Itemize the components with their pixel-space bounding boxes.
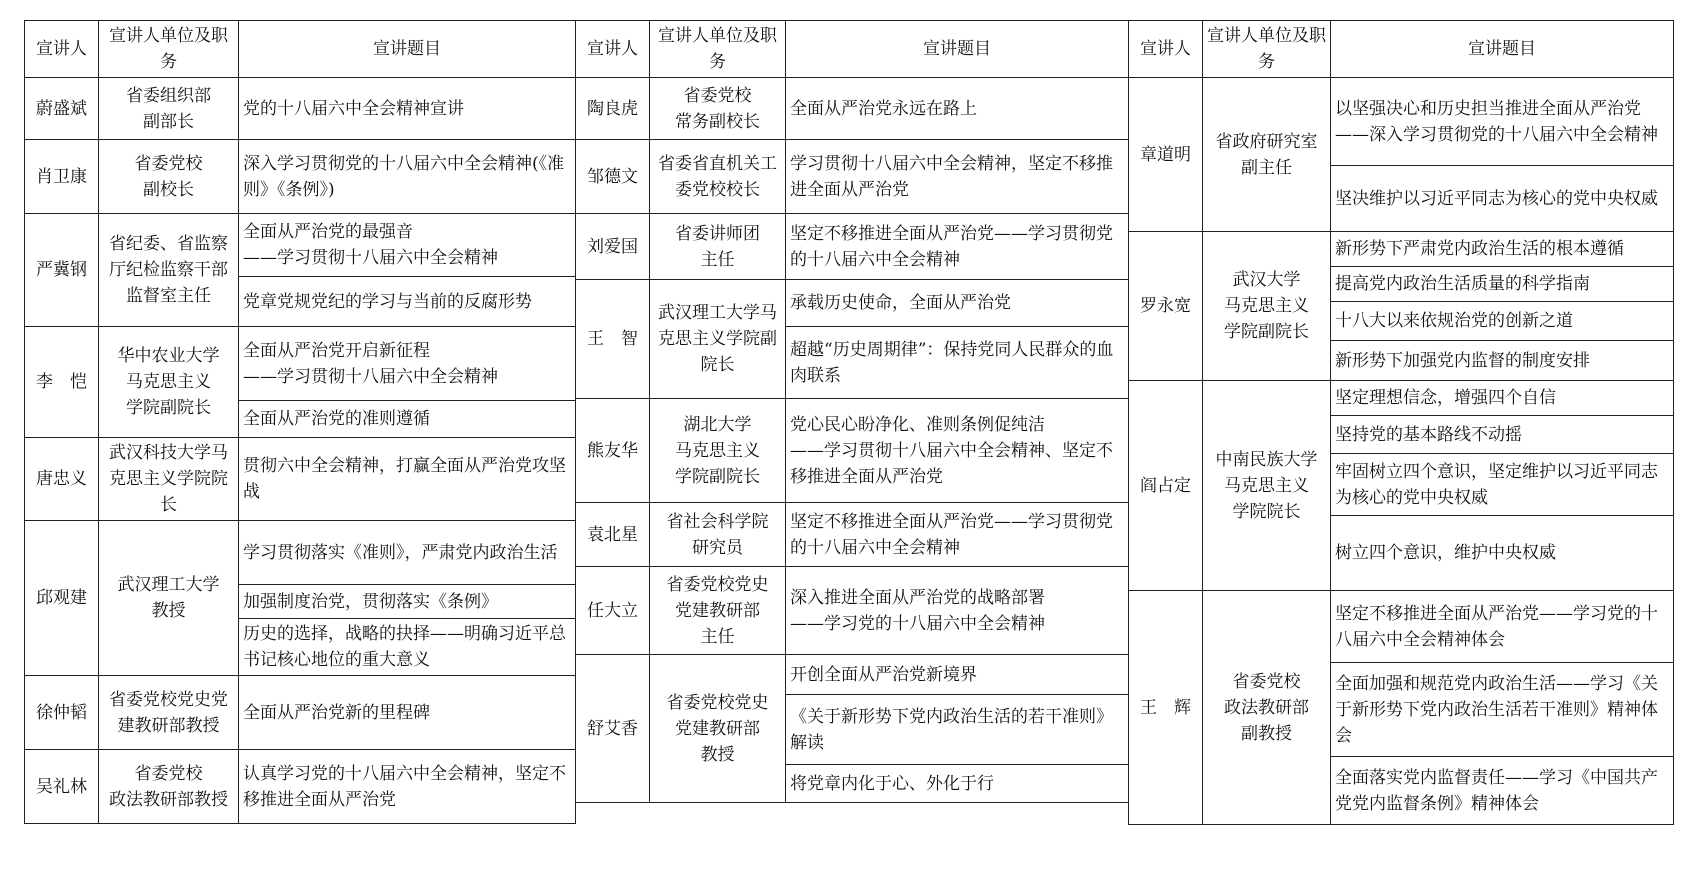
speaker-name: 舒艾香 [576,655,650,803]
speech-topic: 十八大以来依规治党的创新之道 [1331,302,1674,341]
speaker-name: 吴礼林 [25,750,99,824]
speech-topic: 《关于新形势下党内政治生活的若干准则》解读 [786,695,1129,765]
speaker-unit: 湖北大学 马克思主义 学院副院长 [650,399,786,503]
speaker-name: 章道明 [1129,78,1203,232]
speaker-name: 唐忠义 [25,438,99,521]
speech-topic: 承载历史使命，全面从严治党 [786,280,1129,327]
speech-topic: 坚定不移推进全面从严治党——学习贯彻党的十八届六中全会精神 [786,214,1129,280]
speech-topic: 新形势下严肃党内政治生活的根本遵循 [1331,232,1674,267]
speaker-unit: 省政府研究室 副主任 [1203,78,1331,232]
speech-topic: 坚定不移推进全面从严治党——学习党的十八届六中全会精神体会 [1331,591,1674,663]
header-unit: 宣讲人单位及职务 [1203,21,1331,78]
header-topic: 宣讲题目 [239,21,576,78]
header-speaker: 宣讲人 [576,21,650,78]
speech-topic: 学习贯彻十八届六中全会精神，坚定不移推进全面从严治党 [786,140,1129,214]
speaker-unit: 中南民族大学 马克思主义 学院院长 [1203,381,1331,591]
speech-topic: 将党章内化于心、外化于行 [786,765,1129,803]
speech-topic: 全面落实党内监督责任——学习《中国共产党党内监督条例》精神体会 [1331,757,1674,825]
header-speaker: 宣讲人 [1129,21,1203,78]
speech-topic: 全面加强和规范党内政治生活——学习《关于新形势下党内政治生活若干准则》精神体会 [1331,663,1674,757]
speech-topic: 全面从严治党新的里程碑 [239,676,576,750]
speaker-name: 罗永宽 [1129,232,1203,381]
speech-topic: 坚定理想信念，增强四个自信 [1331,381,1674,416]
speech-topic: 坚持党的基本路线不动摇 [1331,416,1674,454]
speech-topic: 提高党内政治生活质量的科学指南 [1331,267,1674,302]
speech-topic: 超越“历史周期律”：保持党同人民群众的血肉联系 [786,327,1129,399]
speaker-unit: 省委省直机关工委党校校长 [650,140,786,214]
speech-topic: 历史的选择，战略的抉择——明确习近平总书记核心地位的重大意义 [239,619,576,676]
speech-topic: 加强制度治党，贯彻落实《条例》 [239,585,576,619]
speech-topic: 学习贯彻落实《准则》，严肃党内政治生活 [239,521,576,585]
speaker-name: 熊友华 [576,399,650,503]
speech-topic: 深入学习贯彻党的十八届六中全会精神(《准则》《条例》) [239,140,576,214]
speaker-name: 蔚盛斌 [25,78,99,140]
header-topic: 宣讲题目 [1331,21,1674,78]
schedule-table-3 [1128,20,1674,825]
speech-topic: 认真学习党的十八届六中全会精神，坚定不移推进全面从严治党 [239,750,576,824]
speaker-name: 邱观建 [25,521,99,676]
speaker-name: 王 辉 [1129,591,1203,825]
speaker-name: 刘爱国 [576,214,650,280]
speaker-name: 阎占定 [1129,381,1203,591]
speaker-unit: 省委党校 政法教研部教授 [99,750,239,824]
speaker-unit: 省委党校 常务副校长 [650,78,786,140]
speaker-unit: 省委党校党史党建教研部教授 [99,676,239,750]
speech-topic: 开创全面从严治党新境界 [786,655,1129,695]
speaker-name: 袁北星 [576,503,650,567]
speaker-unit: 武汉理工大学马克思主义学院副院长 [650,280,786,399]
schedule-table-2 [575,20,1129,803]
speaker-unit: 省委党校党史 党建教研部 主任 [650,567,786,655]
speaker-name: 肖卫康 [25,140,99,214]
speaker-unit: 武汉科技大学马克思主义学院院长 [99,438,239,521]
speaker-unit: 省委党校 副校长 [99,140,239,214]
header-topic: 宣讲题目 [786,21,1129,78]
speaker-name: 任大立 [576,567,650,655]
header-unit: 宣讲人单位及职务 [99,21,239,78]
speaker-unit: 武汉理工大学 教授 [99,521,239,676]
speech-topic: 以坚强决心和历史担当推进全面从严治党——深入学习贯彻党的十八届六中全会精神 [1331,78,1674,166]
speech-topic: 贯彻六中全会精神，打赢全面从严治党攻坚战 [239,438,576,521]
speaker-name: 陶良虎 [576,78,650,140]
speech-topic: 全面从严治党的准则遵循 [239,401,576,438]
speech-topic: 全面从严治党永远在路上 [786,78,1129,140]
speech-topic: 党心民心盼净化、准则条例促纯洁 ——学习贯彻十八届六中全会精神、坚定不移推进全面从严治党 [786,399,1129,503]
speaker-name: 李 恺 [25,327,99,438]
speaker-name: 徐仲韬 [25,676,99,750]
speech-topic: 党章党规党纪的学习与当前的反腐形势 [239,277,576,327]
header-unit: 宣讲人单位及职务 [650,21,786,78]
speech-topic: 党的十八届六中全会精神宣讲 [239,78,576,140]
speaker-unit: 省委党校党史 党建教研部 教授 [650,655,786,803]
speaker-unit: 省委组织部 副部长 [99,78,239,140]
speech-topic: 牢固树立四个意识，坚定维护以习近平同志为核心的党中央权威 [1331,454,1674,516]
speaker-unit: 省委党校 政法教研部 副教授 [1203,591,1331,825]
speaker-name: 邹德文 [576,140,650,214]
speech-topic: 坚定不移推进全面从严治党——学习贯彻党的十八届六中全会精神 [786,503,1129,567]
speaker-unit: 省委讲师团 主任 [650,214,786,280]
speech-topic: 全面从严治党的最强音 ——学习贯彻十八届六中全会精神 [239,214,576,277]
speaker-unit: 武汉大学 马克思主义 学院副院长 [1203,232,1331,381]
speaker-unit: 省社会科学院 研究员 [650,503,786,567]
speech-topic: 坚决维护以习近平同志为核心的党中央权威 [1331,166,1674,232]
schedule-table-1 [24,20,576,824]
header-speaker: 宣讲人 [25,21,99,78]
speech-topic: 树立四个意识，维护中央权威 [1331,516,1674,591]
speech-topic: 深入推进全面从严治党的战略部署 ——学习党的十八届六中全会精神 [786,567,1129,655]
speaker-name: 王 智 [576,280,650,399]
speech-topic: 全面从严治党开启新征程 ——学习贯彻十八届六中全会精神 [239,327,576,401]
speaker-name: 严冀钢 [25,214,99,327]
speaker-unit: 省纪委、省监察厅纪检监察干部监督室主任 [99,214,239,327]
speech-topic: 新形势下加强党内监督的制度安排 [1331,341,1674,381]
speaker-unit: 华中农业大学 马克思主义 学院副院长 [99,327,239,438]
